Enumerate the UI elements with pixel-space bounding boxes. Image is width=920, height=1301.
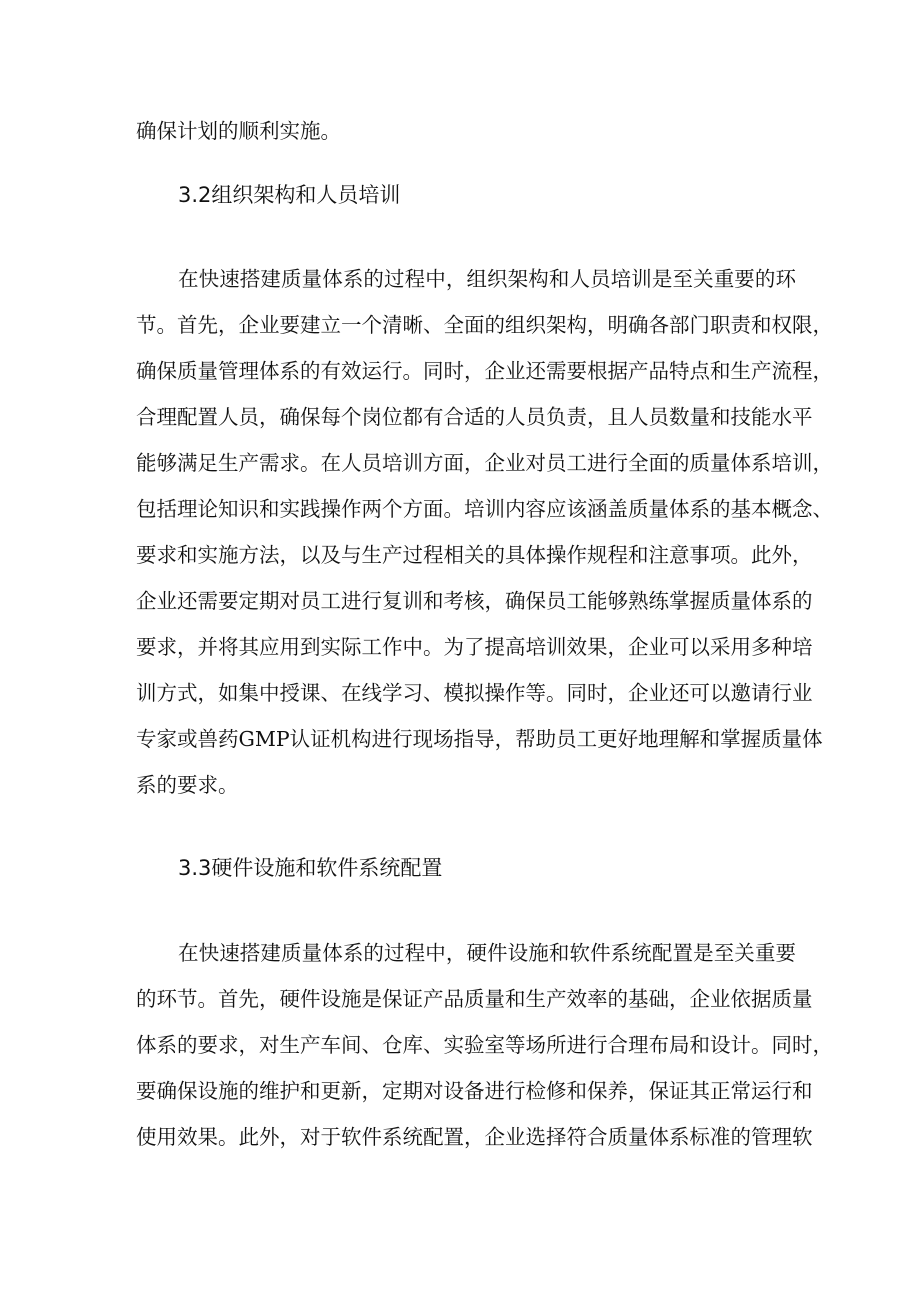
- section-heading-3-2: 3.2组织架构和人员培训: [178, 183, 401, 207]
- paragraph-line: 训方式，如集中授课、在线学习、模拟操作等。同时，企业还可以邀请行业: [136, 681, 813, 705]
- paragraph-line: 系的要求。: [136, 773, 239, 797]
- paragraph-line: 要求和实施方法，以及与生产过程相关的具体操作规程和注意事项。此外，: [136, 543, 813, 567]
- paragraph-line: 确保质量管理体系的有效运行。同时，企业还需要根据产品特点和生产流程，: [136, 359, 833, 383]
- paragraph-line: 使用效果。此外，对于软件系统配置，企业选择符合质量体系标准的管理软: [136, 1125, 813, 1149]
- paragraph-line: 专家或兽药GMP认证机构进行现场指导，帮助员工更好地理解和掌握质量体: [136, 727, 823, 751]
- paragraph-line: 能够满足生产需求。在人员培训方面，企业对员工进行全面的质量体系培训，: [136, 451, 833, 475]
- paragraph-line: 要确保设施的维护和更新，定期对设备进行检修和保养，保证其正常运行和: [136, 1079, 813, 1103]
- paragraph-line: 体系的要求，对生产车间、仓库、实验室等场所进行合理布局和设计。同时，: [136, 1033, 833, 1057]
- paragraph-line: 企业还需要定期对员工进行复训和考核，确保员工能够熟练掌握质量体系的: [136, 589, 813, 613]
- paragraph-line: 的环节。首先，硬件设施是保证产品质量和生产效率的基础，企业依据质量: [136, 987, 813, 1011]
- paragraph-line: 合理配置人员，确保每个岗位都有合适的人员负责，且人员数量和技能水平: [136, 405, 813, 429]
- paragraph-line: 节。首先，企业要建立一个清晰、全面的组织架构，明确各部门职责和权限，: [136, 313, 833, 337]
- paragraph-line: 在快速搭建质量体系的过程中，硬件设施和软件系统配置是至关重要: [178, 941, 796, 965]
- section-heading-3-3: 3.3硬件设施和软件系统配置: [178, 856, 443, 880]
- paragraph-line: 包括理论知识和实践操作两个方面。培训内容应该涵盖质量体系的基本概念、: [136, 497, 833, 521]
- paragraph-line: 要求，并将其应用到实际工作中。为了提高培训效果，企业可以采用多种培: [136, 635, 813, 659]
- paragraph-line: 确保计划的顺利实施。: [136, 119, 341, 143]
- paragraph-line: 在快速搭建质量体系的过程中，组织架构和人员培训是至关重要的环: [178, 267, 796, 291]
